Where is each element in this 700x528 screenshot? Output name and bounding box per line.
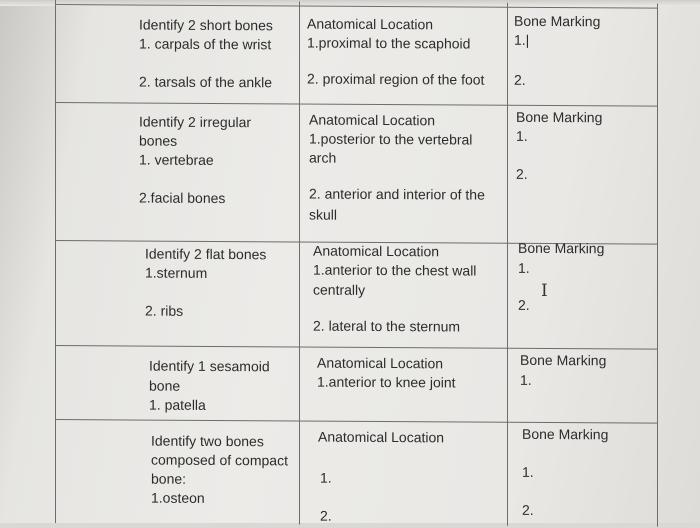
table-line-right-inner: [507, 3, 508, 526]
table-cell: Bone Marking: [522, 425, 609, 443]
table-cell: Identify 2 irregular: [139, 113, 252, 131]
table-cell: 1. vertebrae: [139, 151, 214, 168]
table-cell[interactable]: 1.: [522, 463, 534, 480]
table-cell[interactable]: 1.: [518, 259, 530, 276]
table-cell: 2.facial bones: [139, 189, 226, 207]
table-cell[interactable]: 1.: [520, 371, 532, 388]
table-cell: 2. proximal region of the foot: [307, 70, 485, 88]
table-cell: skull: [309, 206, 338, 223]
table-cell: 2. tarsals of the ankle: [139, 73, 273, 91]
table-cell: Identify two bones: [151, 432, 264, 450]
table-cell: bones: [139, 132, 178, 149]
table-cell[interactable]: 1.: [320, 469, 332, 486]
table-cell: 1. carpals of the wrist: [139, 35, 272, 53]
table-cell[interactable]: 1.|: [514, 31, 530, 48]
text-cursor-icon: I: [541, 280, 548, 302]
bone-table: [55, 0, 658, 527]
table-cell: 1. patella: [149, 396, 206, 413]
table-cell: Anatomical Location: [307, 15, 434, 33]
table-cell: 1.anterior to the chest wall: [313, 261, 477, 279]
table-cell: Anatomical Location: [309, 111, 436, 129]
table-cell: composed of compact: [151, 451, 288, 469]
table-cell[interactable]: 2.: [320, 507, 332, 524]
table-line-right: [657, 4, 658, 527]
table-cell: 2. lateral to the sternum: [313, 317, 461, 335]
table-cell[interactable]: 2.: [516, 165, 528, 182]
table-cell: 1.osteon: [151, 489, 205, 506]
table-cell: 1.proximal to the scaphoid: [307, 34, 471, 52]
table-cell: bone:: [151, 470, 187, 487]
table-cell: Identify 2 flat bones: [145, 245, 267, 263]
table-cell: Bone Marking: [520, 351, 607, 369]
table-row-divider: [55, 345, 658, 350]
table-cell[interactable]: 2.: [518, 296, 530, 313]
table-cell[interactable]: 1.: [516, 127, 528, 144]
table-cell: arch: [309, 149, 337, 166]
table-cell: Identify 2 short bones: [139, 16, 273, 34]
table-cell: 2. ribs: [145, 302, 184, 319]
table-cell[interactable]: 2.: [522, 501, 534, 518]
table-line-left: [55, 0, 56, 523]
table-cell: 2. anterior and interior of the: [309, 185, 485, 203]
table-cell: Identify 1 sesamoid: [149, 357, 270, 375]
table-cell: Anatomical Location: [318, 428, 445, 446]
table-cell: bone: [149, 377, 181, 394]
table-cell: Anatomical Location: [313, 242, 440, 260]
table-top-border: [55, 4, 658, 9]
table-row-divider: [55, 102, 658, 107]
table-line-mid: [299, 1, 300, 524]
table-cell[interactable]: 2.: [514, 71, 526, 88]
table-cell: 1.posterior to the vertebral: [309, 130, 473, 148]
table-row-divider: [55, 419, 658, 424]
table-cell: centrally: [313, 281, 366, 298]
table-cell: 1.anterior to knee joint: [317, 373, 456, 391]
table-cell: Anatomical Location: [317, 354, 444, 372]
table-cell: 1.sternum: [145, 264, 208, 281]
table-cell: Bone Marking: [516, 108, 603, 126]
table-cell: Bone Marking: [518, 239, 605, 257]
table-cell: Bone Marking: [514, 12, 601, 30]
